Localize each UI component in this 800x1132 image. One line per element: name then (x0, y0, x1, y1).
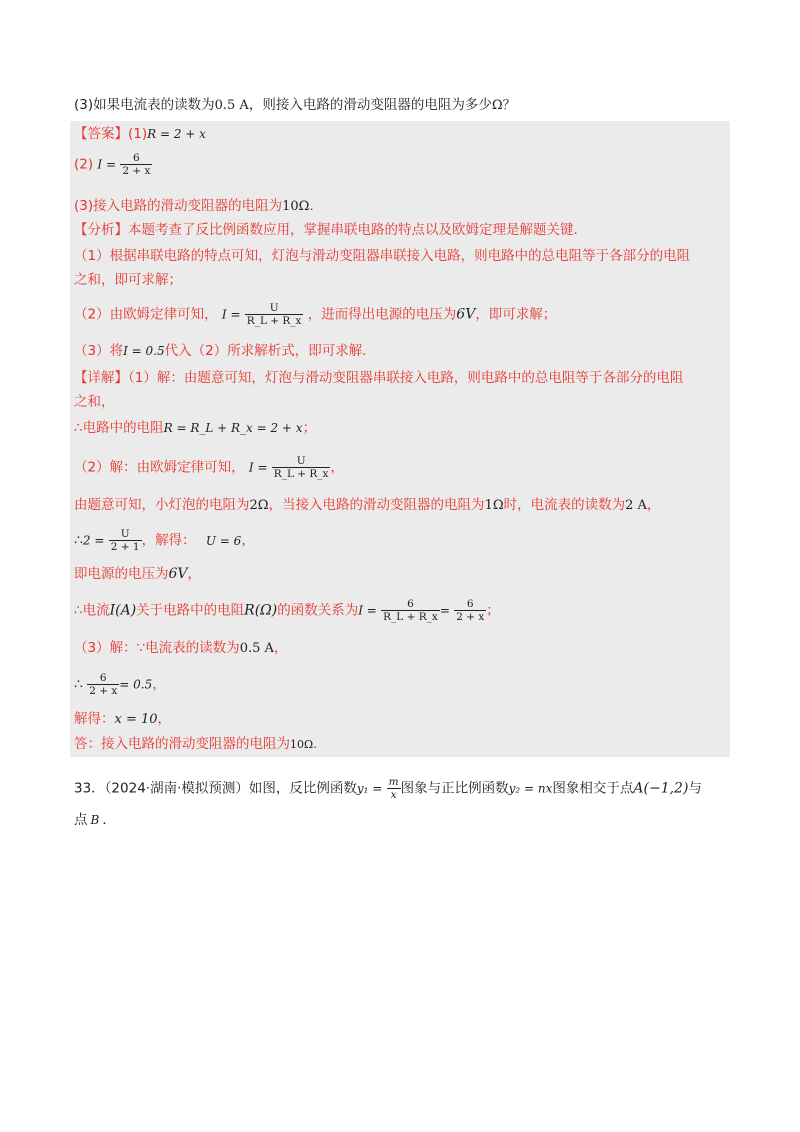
detail-function-eq: = (439, 603, 450, 618)
analysis-text-5a: （3）将 (74, 343, 124, 359)
detail-text-8d: ； (486, 602, 500, 619)
detail-resistance-formula: R = R_L + R_x = 2 + x (163, 421, 303, 435)
q3-prefix: (3)如果电流表的读数为 (74, 97, 215, 113)
detail-line-3 (74, 418, 316, 438)
detail-voltage: 6V (168, 566, 188, 582)
q33-text-5: 点 (74, 812, 88, 828)
fraction-denominator: 2 + x (122, 165, 151, 177)
analysis-text-5b: 代入（2）所求解析式，即可求解． (164, 343, 376, 359)
detail-voltage-result: U = 6 (205, 533, 242, 548)
analysis-tag: 【分析】 (74, 222, 128, 238)
detail-text-9a: （3）解：∵电流表的读数为 (74, 640, 240, 656)
analysis-substitute: I = 0.5 (123, 344, 165, 358)
q3-mid: ，则接入电路的滑动变阻器的电阻为多少 (248, 97, 492, 113)
fraction-numerator: U (296, 455, 306, 467)
q33-text-6: ． (102, 812, 116, 828)
fraction-denominator: R_L + R_x (246, 315, 302, 327)
fraction-denominator: 2 + 1 (110, 541, 140, 553)
detail-line-11 (74, 709, 171, 730)
answer-tag: 【答案】 (74, 126, 128, 142)
analysis-line-4 (74, 302, 556, 327)
detail-therefore: ∴ (74, 532, 83, 549)
q33-text-3: 图象相交于点 (552, 780, 634, 797)
fraction-numerator: 6 (466, 598, 474, 610)
detail-text-8c: 的函数关系为 (277, 602, 359, 619)
analysis-ohm-lhs: I = (221, 307, 241, 322)
q33-text-1: 33．（2024·湖南·模拟预测）如图，反比例函数 (74, 780, 357, 797)
fraction-numerator: U (269, 302, 279, 314)
fraction-numerator: 6 (99, 672, 107, 684)
fraction-denominator: 2 + x (456, 611, 485, 623)
answer-part3-value: 10Ω (282, 199, 310, 214)
fraction-numerator: 6 (133, 152, 140, 164)
detail-text-1: （1）解：由题意可知，灯泡与滑动变阻器串联接入电路，则电路中的总电阻等于各部分的电阻 (128, 370, 684, 386)
detail-final-resistance: 10Ω (290, 738, 314, 751)
detail-text-3a: ∴电路中的电阻 (74, 420, 164, 436)
answer-part3-text: (3)接入电路的滑动变阻器的电阻为 (74, 198, 283, 214)
analysis-line-2: （1）根据串联电路的特点可知，灯泡与滑动变阻器串联接入电路，则电路中的总电阻等于各部分的电阻 (74, 248, 691, 264)
fraction-denominator: R_L + R_x (273, 468, 329, 480)
answer-line-2 (74, 152, 152, 177)
detail-ohm-fraction (272, 455, 331, 480)
detail-line-5 (74, 495, 660, 516)
detail-line-6 (74, 528, 255, 553)
answer-part2-num: (2) (74, 156, 94, 173)
detail-resistance-symbol: R(Ω) (244, 602, 278, 619)
detail-text-7b: ， (187, 566, 202, 582)
detail-reading: 0.5 A (239, 641, 274, 656)
question-3-line (74, 95, 516, 116)
detail-equation-rhs: = 0.5 (119, 677, 153, 692)
analysis-text-4a: （2）由欧姆定律可知， (74, 306, 218, 323)
analysis-text-1: 本题考查了反比例函数应用，掌握串联电路的特点以及欧姆定理是解题关键． (128, 222, 587, 238)
q33-text-4: 与 (688, 780, 702, 797)
detail-text-9b: ， (273, 640, 288, 656)
detail-text-12a: 答：接入电路的滑动变阻器的电阻为 (74, 736, 290, 752)
detail-function-fraction-2 (454, 598, 486, 623)
detail-function-fraction-1 (381, 598, 440, 623)
analysis-line-5 (74, 341, 376, 361)
detail-text-11a: 解得： (74, 711, 115, 727)
detail-line-9 (74, 638, 287, 659)
answer-part2-fraction (120, 152, 152, 177)
q33-y1-fraction (387, 776, 401, 801)
detail-text-5c: 时，电流表的读数为 (503, 497, 626, 513)
detail-voltage-fraction (109, 528, 142, 553)
detail-therefore: ∴ (74, 676, 83, 693)
detail-text-12b: ． (313, 736, 327, 752)
detail-line-4 (74, 455, 344, 480)
detail-x-result: x = 10 (114, 712, 158, 727)
detail-text-10b: ， (152, 676, 166, 693)
detail-text-7a: 即电源的电压为 (74, 566, 169, 582)
detail-text-3b: ； (302, 420, 317, 436)
detail-line-1 (74, 368, 683, 388)
detail-rheostat-resistance: 1Ω (484, 498, 504, 513)
detail-line-2: 之和， (74, 394, 115, 410)
analysis-text-4c: ，即可求解； (475, 306, 557, 323)
answer-line-3 (74, 196, 323, 217)
q33-point-a: A(−1,2) (633, 780, 689, 797)
detail-equation-fraction (87, 672, 119, 697)
detail-function-lhs: I = (358, 603, 377, 618)
q3-value: 0.5 A (214, 98, 249, 113)
fraction-denominator: R_L + R_x (383, 611, 438, 623)
detail-ohm-lhs: I = (248, 460, 268, 475)
q33-y2: y₂ = nx (508, 781, 553, 796)
detail-text-8a: ∴电流 (74, 602, 110, 619)
detail-eq-lhs: 2 = (82, 533, 105, 548)
detail-line-12 (74, 734, 327, 755)
question-33-line-2 (74, 810, 116, 830)
fraction-numerator: U (120, 528, 130, 540)
detail-text-4b: ， (330, 459, 344, 476)
detail-text-5d: ， (646, 497, 661, 513)
detail-lamp-resistance: 2Ω (249, 498, 269, 513)
q33-point-b: B (90, 813, 100, 827)
detail-text-5b: ，当接入电路的滑动变阻器的电阻为 (268, 497, 485, 513)
answer-part1-num: (1) (128, 126, 148, 142)
analysis-line-1 (74, 220, 587, 240)
q33-y1: y₁ = (356, 781, 383, 796)
analysis-line-3: 之和，即可求解； (74, 272, 182, 288)
detail-line-7 (74, 564, 201, 584)
detail-text-6b: ，解得： (141, 532, 196, 549)
answer-line-1 (74, 124, 206, 144)
fraction-denominator: 2 + x (89, 685, 118, 697)
detail-text-8b: 关于电路中的电阻 (136, 602, 245, 619)
detail-text-4a: （2）解：由欧姆定律可知， (74, 459, 245, 476)
fraction-denominator: x (387, 788, 401, 801)
answer-part2-lhs: I = (97, 157, 117, 172)
detail-line-8 (74, 598, 500, 623)
fraction-numerator: m (388, 776, 399, 788)
analysis-ohm-fraction (245, 302, 304, 327)
q3-unit: Ω？ (491, 98, 516, 113)
answer-part3-end: ． (309, 198, 323, 214)
answer-part1-formula: R = 2 + x (147, 127, 206, 141)
detail-current-symbol: I(A) (109, 602, 137, 619)
detail-current: 2 A (625, 498, 647, 513)
analysis-voltage: 6V (456, 306, 476, 323)
detail-text-6c: ， (241, 532, 255, 549)
fraction-numerator: 6 (407, 598, 414, 610)
question-33-line-1 (74, 776, 702, 801)
analysis-text-4b: ，进而得出电源的电压为 (307, 306, 457, 323)
detail-text-11b: ， (157, 711, 172, 727)
q33-text-2: 图象与正比例函数 (400, 780, 509, 797)
detail-line-10 (74, 672, 166, 697)
detail-text-5a: 由题意可知，小灯泡的电阻为 (74, 497, 250, 513)
detail-tag: 【详解】 (74, 370, 128, 386)
